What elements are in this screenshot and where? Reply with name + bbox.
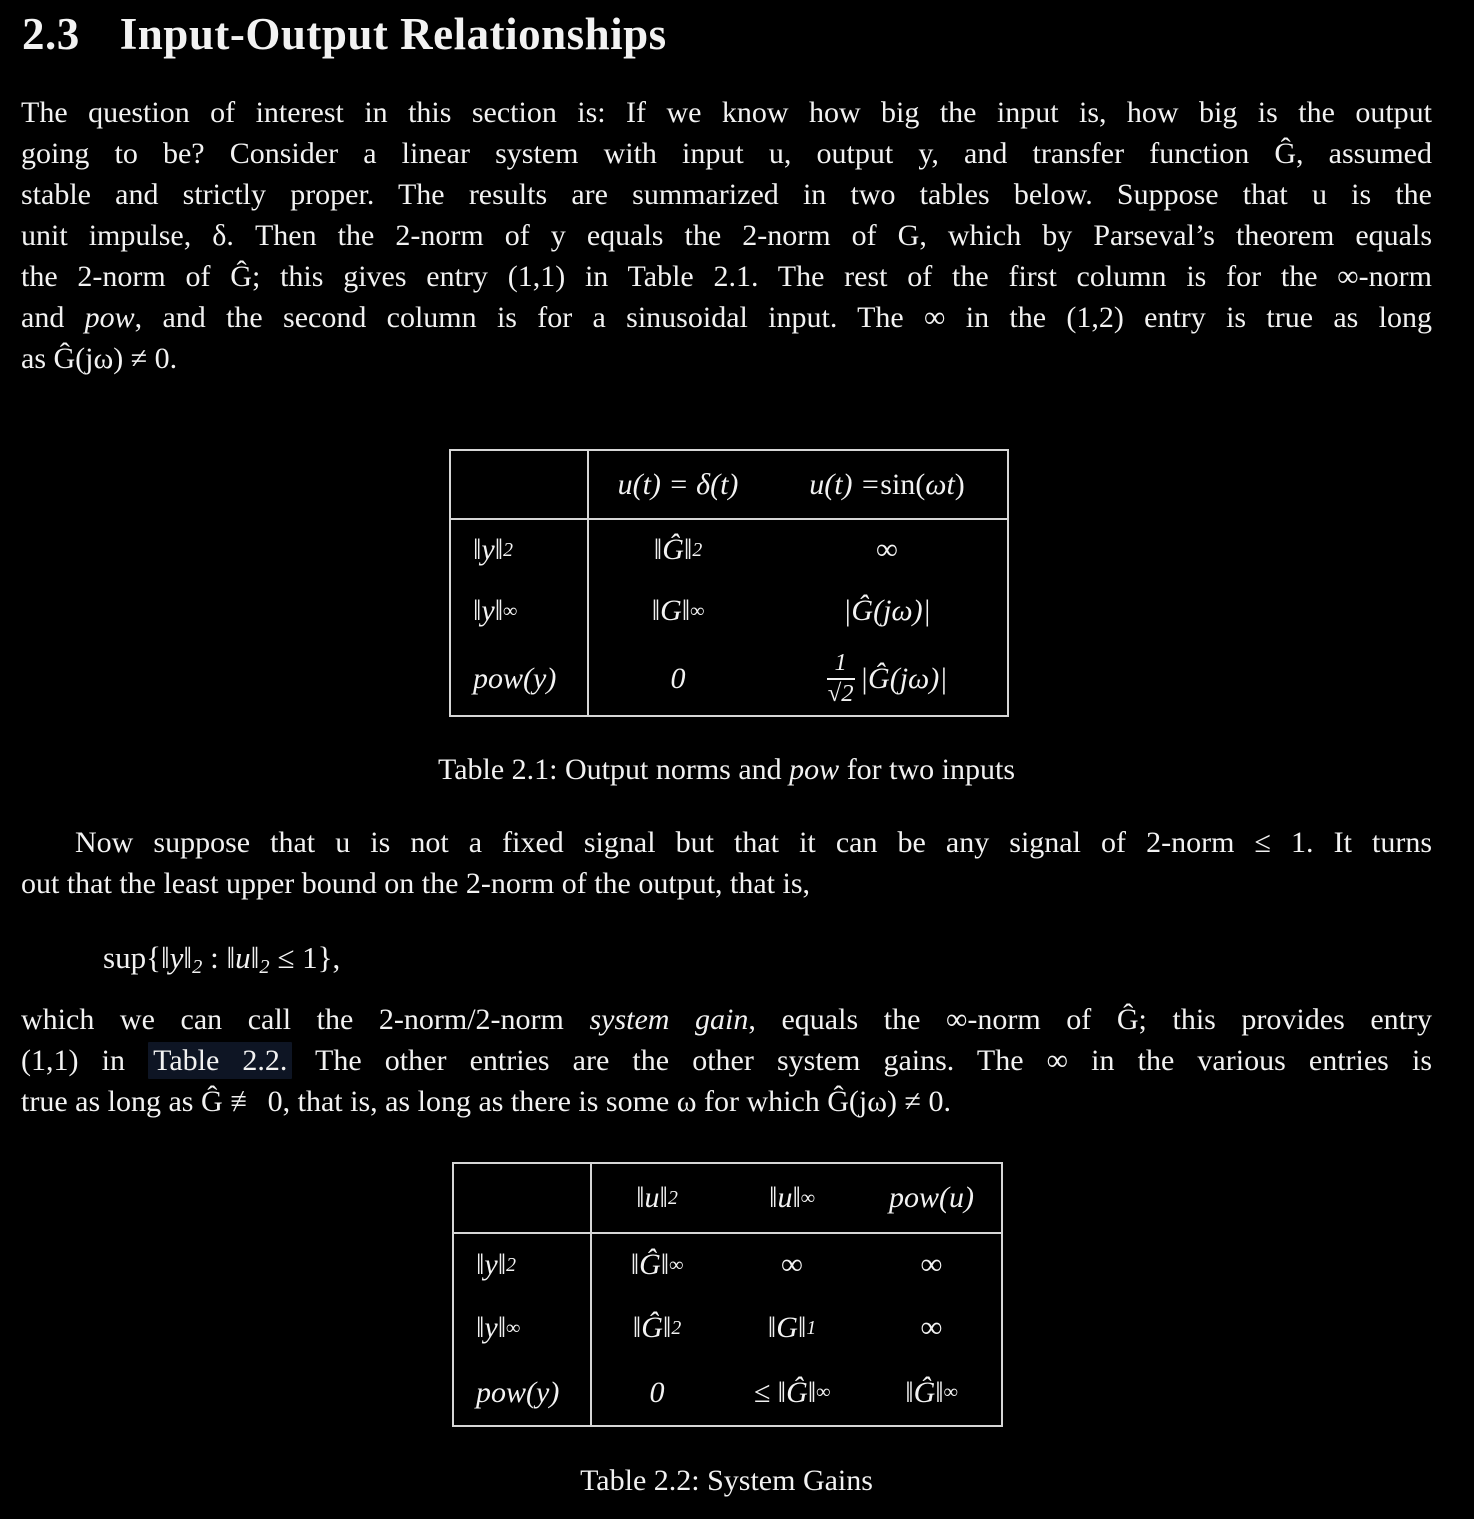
math: pow(y) (473, 661, 557, 695)
subscript: 2 (192, 955, 203, 978)
body-line: the 2-norm of Ĝ; this gives entry (1,1) in Table 2.1. The rest of the first column is for the ∞-norm (21, 260, 1432, 293)
table-cell (722, 1296, 862, 1360)
table-cell (592, 1296, 722, 1360)
subscript: ∞ (943, 1381, 958, 1403)
body-line (21, 297, 1432, 338)
table-cell (722, 1234, 862, 1296)
table-cell (862, 1234, 1001, 1296)
section-number: 2.3 (22, 9, 80, 59)
italic-term-pow: pow (789, 753, 840, 786)
header-roman: sin( (880, 467, 926, 501)
paragraph-2 (21, 822, 1432, 904)
body-text: and (21, 301, 85, 334)
subscript: 2 (506, 1253, 517, 1276)
subscript: 1 (806, 1316, 817, 1339)
math: 0 (670, 661, 686, 695)
subscript: 2 (503, 538, 514, 561)
subscript: 2 (667, 1186, 678, 1209)
caption-text: Table 2.1: Output norms and (437, 753, 790, 786)
math: |Ĝ(jω)| (859, 661, 948, 695)
row-label (454, 1234, 592, 1296)
table-2-2-caption (21, 1460, 1432, 1501)
math-roman: sup{ (103, 940, 161, 975)
denominator (828, 680, 854, 708)
math: ‖y‖ (473, 594, 504, 627)
math: ‖y‖ (473, 533, 504, 566)
math-italic: ‖u‖ (226, 940, 260, 975)
italic-term-system-gain: system gain (589, 1003, 749, 1036)
body-line: as Ĝ(jω) ≠ 0. (21, 342, 178, 375)
table-corner-cell (451, 451, 589, 520)
table-cell (589, 580, 767, 642)
paragraph-3 (21, 999, 1432, 1122)
table-header-cell (862, 1164, 1001, 1234)
math: ‖u‖ (636, 1181, 668, 1214)
radicand: 2 (841, 680, 854, 707)
table-corner-cell (454, 1164, 592, 1234)
math: pow(y) (476, 1375, 560, 1409)
table-header-cell (592, 1164, 722, 1234)
table-2-1 (449, 449, 1009, 717)
math: pow(u) (889, 1181, 974, 1214)
math: ∞ (920, 1311, 943, 1344)
math: ‖G‖ (767, 1311, 807, 1344)
row-label (454, 1296, 592, 1360)
body-line (21, 999, 1432, 1040)
subscript: ∞ (503, 599, 518, 622)
body-line: unit impulse, δ. Then the 2-norm of y equals the 2-norm of G, which by Parseval’s theorem equals (21, 219, 1432, 252)
math: ‖Ĝ‖ (653, 533, 693, 566)
table-cell (589, 520, 767, 580)
math: ∞ (876, 533, 898, 566)
body-line: true as long as Ĝ ≢ 0, that is, as long as there is some ω for which Ĝ(jω) ≠ 0. (21, 1085, 951, 1118)
italic-term-pow: pow (84, 301, 135, 334)
body-text: The other entries are the other system gains. The ∞ in the various entries is (292, 1044, 1432, 1077)
math-italic: ‖y‖ (160, 940, 193, 975)
table-cell (767, 580, 1007, 642)
subscript: 2 (671, 1316, 682, 1339)
subscript: ∞ (800, 1186, 815, 1209)
math: ‖G‖ (651, 594, 691, 627)
caption-text: Table 2.2: System Gains (580, 1464, 873, 1497)
table-cell (589, 642, 767, 715)
body-line (21, 1040, 1432, 1081)
caption-text: for two inputs (839, 753, 1016, 786)
table-header-cell (767, 451, 1007, 520)
row-label (451, 642, 589, 715)
row-label (451, 580, 589, 642)
body-text: which we can call the 2-norm/2-norm (21, 1003, 590, 1036)
math-roman: ≤ 1}, (269, 940, 341, 975)
header-math: u(t) = (809, 467, 881, 501)
table-header-cell (722, 1164, 862, 1234)
math: ‖Ĝ‖ (905, 1375, 944, 1409)
table-2-1-caption (21, 749, 1432, 790)
math: ‖y‖ (476, 1311, 507, 1344)
math: ‖Ĝ‖ (632, 1311, 672, 1344)
header-math: u(t) = δ(t) (617, 467, 739, 501)
table-cell (862, 1360, 1001, 1425)
row-label (454, 1360, 592, 1425)
table-2-2-link[interactable]: Table 2.2. (148, 1042, 292, 1079)
math: ∞ (920, 1248, 943, 1281)
body-line: going to be? Consider a linear system with input u, output y, and transfer function Ĝ, assumed (21, 137, 1432, 170)
body-text: , equals the ∞-norm of Ĝ; this provides entry (748, 1003, 1432, 1036)
subscript: ∞ (690, 599, 705, 622)
sqrt-sign: √ (827, 680, 842, 707)
table-cell (592, 1360, 722, 1425)
display-equation (103, 936, 340, 989)
body-text: (1,1) in (21, 1044, 149, 1077)
math: ‖y‖ (476, 1248, 507, 1281)
math: ‖u‖ (769, 1181, 801, 1214)
table-cell (862, 1296, 1001, 1360)
math: ‖Ĝ‖ (630, 1248, 670, 1281)
math-roman: : (202, 940, 227, 975)
paragraph-1 (21, 92, 1432, 379)
body-line: stable and strictly proper. The results are summarized in two tables below. Suppose that u is the (21, 178, 1432, 211)
header-math: ωt (925, 467, 955, 501)
subscript: 2 (692, 538, 703, 561)
subscript: ∞ (816, 1381, 831, 1403)
table-header-cell (589, 451, 767, 520)
table-cell-fraction (767, 642, 1007, 715)
section-heading (22, 8, 1433, 60)
table-cell (722, 1360, 862, 1425)
subscript: ∞ (506, 1316, 521, 1339)
subscript: 2 (259, 955, 270, 978)
math: 0 (649, 1375, 665, 1409)
row-label (451, 520, 589, 580)
subscript: ∞ (669, 1253, 684, 1276)
body-line: out that the least upper bound on the 2-norm of the output, that is, (21, 867, 811, 900)
fraction (827, 649, 855, 709)
body-line: Now suppose that u is not a fixed signal but that it can be any signal of 2-norm ≤ 1. It turns (75, 826, 1432, 859)
body-line: The question of interest in this section is: If we know how big the input is, how big is the output (21, 96, 1432, 129)
table-cell (767, 520, 1007, 580)
math: ≤ ‖Ĝ‖ (753, 1375, 817, 1409)
math: ∞ (781, 1248, 803, 1281)
header-roman: ) (954, 467, 965, 501)
table-2-2 (452, 1162, 1003, 1427)
numerator: 1 (827, 649, 855, 680)
section-title: Input-Output Relationships (119, 9, 667, 59)
body-text: , and the second column is for a sinusoidal input. The ∞ in the (1,2) entry is true as long (134, 301, 1432, 334)
table-cell (592, 1234, 722, 1296)
math: |Ĝ(jω)| (843, 594, 931, 627)
